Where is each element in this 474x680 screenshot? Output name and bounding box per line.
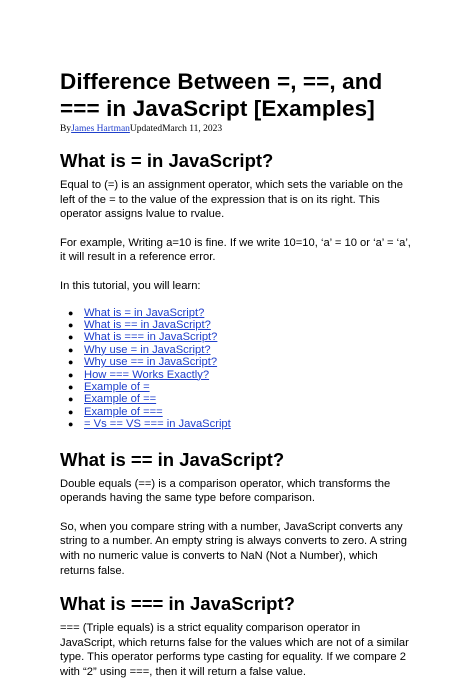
section2-paragraph-2: So, when you compare string with a number, JavaScript converts any string to a number. An empty string is always converts to zero. A string with no numeric value is converts to NaN (Not a Number), which returns false. (60, 520, 407, 577)
author-link[interactable]: James Hartman (71, 124, 130, 134)
toc-item (68, 405, 414, 418)
toc-link-what-is-double[interactable]: What is == in JavaScript? (84, 318, 211, 331)
section2-paragraph-1: Double equals (==) is a comparison operator, which transforms the operands having the same type before comparison. (60, 477, 391, 505)
toc-link-example-double[interactable]: Example of == (84, 393, 157, 406)
section1-paragraph-1: Equal to (=) is an assignment operator, which sets the variable on the left of the = to the value of the expression that is on its right. This operator assigns lvalue to rvalue. (60, 179, 403, 221)
page-title: Difference Between =, ==, and === in JavaScript [Examples] (60, 69, 383, 121)
bullet-icon: ● (68, 406, 74, 417)
toc-item (68, 393, 414, 406)
toc-item (68, 418, 414, 431)
byline (60, 123, 414, 136)
toc-link-how-triple-works[interactable]: How === Works Exactly? (84, 368, 210, 381)
toc-link-why-use-double[interactable]: Why use == in JavaScript? (84, 356, 218, 369)
bullet-icon: ● (68, 419, 74, 430)
section1-paragraph-2: For example, Writing a=10 is fine. If we write 10=10, ‘a’ = 10 or ‘a’ = ‘a’, it will result in a reference error. (60, 236, 411, 264)
toc-item (68, 368, 414, 381)
toc-item (68, 343, 414, 356)
toc-link-why-use-assign[interactable]: Why use = in JavaScript? (84, 343, 211, 356)
bullet-icon: ● (68, 307, 74, 318)
bullet-icon: ● (68, 369, 74, 380)
bullet-icon: ● (68, 357, 74, 368)
bullet-icon: ● (68, 382, 74, 392)
toc-item (68, 306, 414, 319)
section1-paragraph-3: In this tutorial, you will learn: (60, 279, 201, 292)
toc-link-example-assign[interactable]: Example of = (84, 381, 150, 393)
toc-link-comparison[interactable]: = Vs == VS === in JavaScript (84, 418, 231, 431)
toc-link-what-is-triple[interactable]: What is === in JavaScript? (84, 331, 218, 344)
toc-item (68, 381, 414, 393)
table-of-contents (60, 307, 414, 431)
bullet-icon: ● (68, 394, 74, 405)
byline-updated: UpdatedMarch 11, 2023 (129, 124, 223, 134)
section-heading-double-equals: What is == in JavaScript? (60, 448, 285, 470)
toc-link-what-is-assign[interactable]: What is = in JavaScript? (84, 306, 205, 319)
toc-link-example-triple[interactable]: Example of === (84, 405, 163, 418)
toc-item (68, 318, 414, 331)
section-heading-assignment: What is = in JavaScript? (60, 150, 274, 171)
bullet-icon: ● (68, 319, 74, 330)
bullet-icon: ● (68, 344, 74, 355)
toc-item (68, 356, 414, 369)
section3-paragraph-1: === (Triple equals) is a strict equality comparison operator in JavaScript, which returns false for the values which are not of a similar type. This operator performs type casting for equality. If we compare 2 with “2” using ===, then it will return a false value. (60, 622, 409, 678)
byline-prefix: By (60, 124, 72, 134)
section-heading-triple-equals: What is === in JavaScript? (60, 593, 295, 615)
bullet-icon: ● (68, 332, 74, 343)
toc-item (68, 331, 414, 344)
